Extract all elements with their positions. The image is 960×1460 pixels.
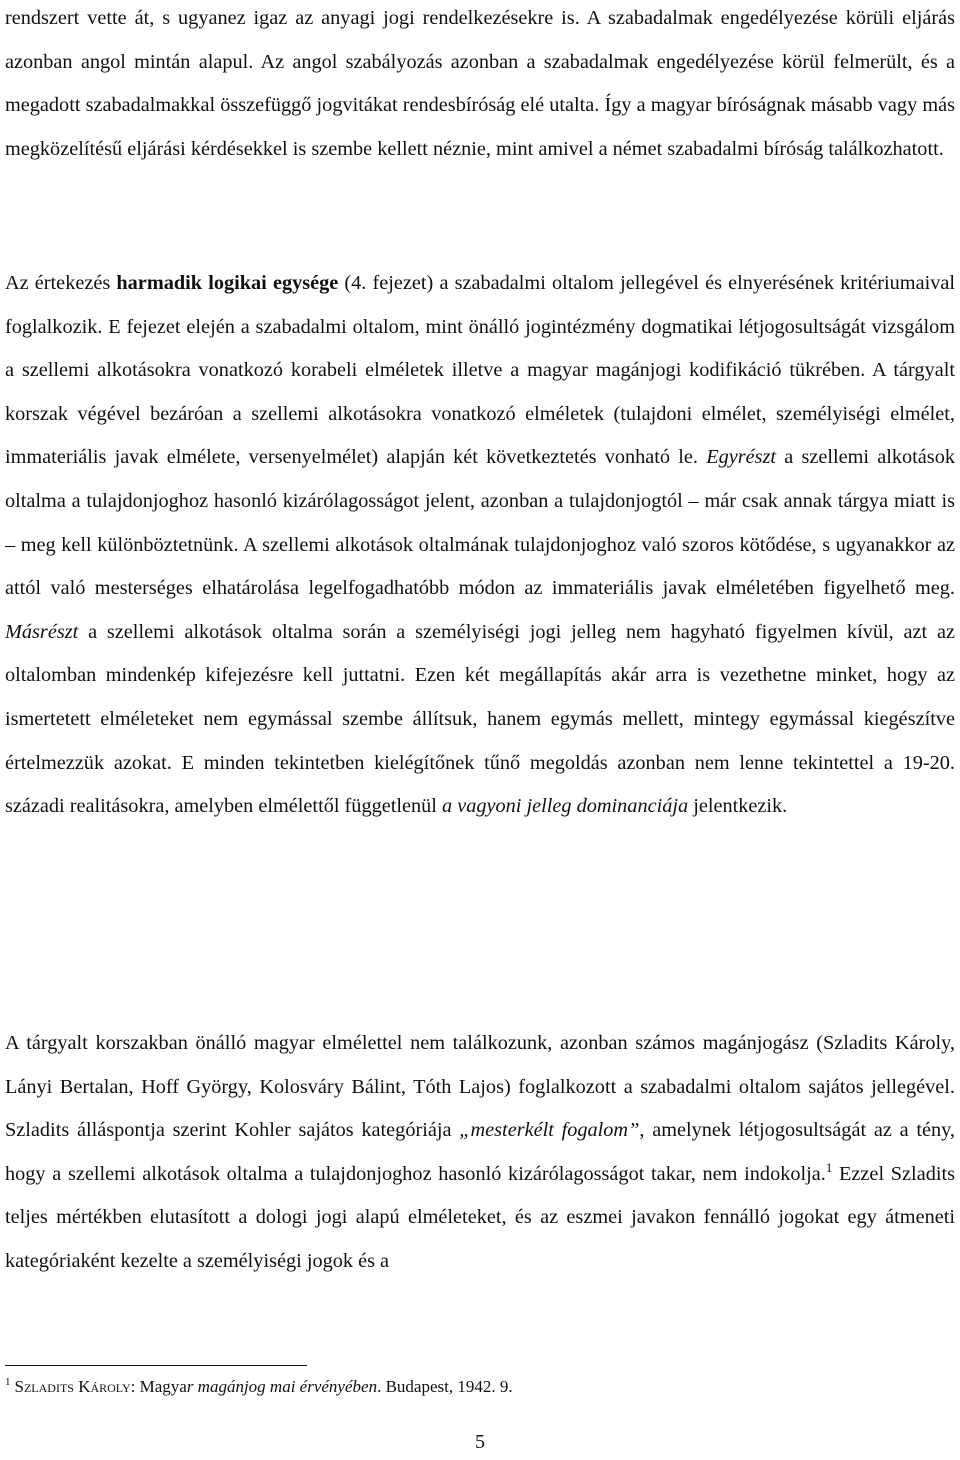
footnote-reference[interactable]: 1 — [825, 1160, 833, 1176]
paragraph-2-italic-masreszt: Másrészt — [5, 620, 79, 643]
paragraph-2-text-b: a szellemi alkotások oltalma a tulajdonjoghoz hasonló kizárólagosságot jelent, azonban a tulajdonjogtól – már csak annak tárgya miatt is – meg kell különböztetnünk. A szellemi alkotások oltalmának tulajdonjoghoz való szoros kötődése, s ugyanakkor az attól való mesterséges elhatárolása legelfogadhatóbb módon az immateriális javak elméletében figyelhető meg. — [5, 446, 955, 600]
paragraph-3-text-c: Ezzel Szladits teljes mértékben elutasított a dologi jogi alapú elméleteket, és az eszmei javakon fennálló jogokat egy átmeneti kategóriaként kezelte a személyiségi jogok és a — [5, 1162, 955, 1272]
paragraph-2-text-d: jelentkezik. — [688, 795, 788, 818]
paragraph-3 — [5, 1022, 955, 1284]
footnote-title-italic: r magánjog mai érvényében — [186, 1377, 378, 1396]
paragraph-3-text-b: , amelynek létjogosultságát az a tény, hogy a szellemi alkotások oltalma a tulajdonjoghoz hasonló kizárólagosságot takar, nem indokolja. — [5, 1119, 955, 1185]
paragraph-2-bold-phrase: harmadik logikai egysége — [116, 272, 339, 294]
paragraph-1-text: rendszert vette át, s ugyanez igaz az anyagi jogi rendelkezésekre is. A szabadalmak engedélyezése körüli eljárás azonban angol mintán alapul. Az angol szabályozás azonban a szabadalmak engedélyezése körül felmerült, és a megadott szabadalmakkal összefüggő jogvitákat rendesbíróság elé utalta. Így a magyar bíróságnak másabb vagy más megközelítésű eljárási kérdésekkel is szembe kellett néznie, mint amivel a német szabadalmi bíróság találkozhatott. — [5, 7, 955, 160]
paragraph-2-text-c: a szellemi alkotások oltalma során a személyiségi jogi jelleg nem hagyható figyelmen kívül, azt az oltalomban mindenkép kifejezésre kell juttatni. Ezen két megállapítás akár arra is vezethetne minket, hogy az ismertetett elméleteket nem egymással szembe állítsuk, hanem egymás mellett, mintegy egymással kiegészítve értelmezzük azokat. E minden tekintetben kielégítőnek tűnő megoldás azonban nem lenne tekintettel a 19-20. századi realitásokra, amelyben elmélettől függetlenül — [5, 620, 955, 818]
paragraph-2-italic-egyreszt: Egyrészt — [706, 446, 777, 469]
footnote-separator: : — [130, 1377, 140, 1396]
paragraph-2-lead: Az értekezés — [5, 272, 117, 294]
footnote-author: Szladits Károly — [14, 1377, 131, 1396]
paragraph-2-italic-dominancia: a vagyoni jelleg dominanciája — [442, 795, 689, 818]
paragraph-2 — [5, 262, 955, 829]
footnote-title-plain: Magya — [139, 1377, 187, 1396]
page-number: 5 — [475, 1431, 485, 1453]
footnote — [5, 1375, 955, 1399]
paragraph-3-text-a: A tárgyalt korszakban önálló magyar elmélettel nem találkozunk, azonban számos magánjogász (Szladits Károly, Lányi Bertalan, Hoff György, Kolosváry Bálint, Tóth Lajos) foglalkozott a szabadalmi oltalom sajátos jellegével. Szladits álláspontja szerint Kohler sajátos kategóriája — [5, 1032, 955, 1142]
footnote-separator-line — [5, 1365, 307, 1366]
footnote-number: 1 — [5, 1376, 11, 1389]
paragraph-3-italic-quote: „mesterkélt fogalom” — [459, 1119, 640, 1142]
paragraph-1 — [5, 0, 955, 171]
paragraph-2-text-a: (4. fejezet) a szabadalmi oltalom jellegével és elnyerésének kritériumaival foglalkozik. E fejezet elején a szabadalmi oltalom, mint önálló jogintézmény dogmatikai létjogosultságát vizsgálom a szellemi alkotásokra vonatkozó korabeli elméletek illetve a magyar magánjogi kodifikáció tükrében. A tárgyalt korszak végével bezáróan a szellemi alkotásokra vonatkozó elméletek (tulajdoni elmélet, személyiségi elmélet, immateriális javak elmélete, versenyelmélet) alapján két következtetés vonható le. — [5, 272, 955, 469]
footnote-rest: . Budapest, 1942. 9. — [377, 1377, 513, 1396]
